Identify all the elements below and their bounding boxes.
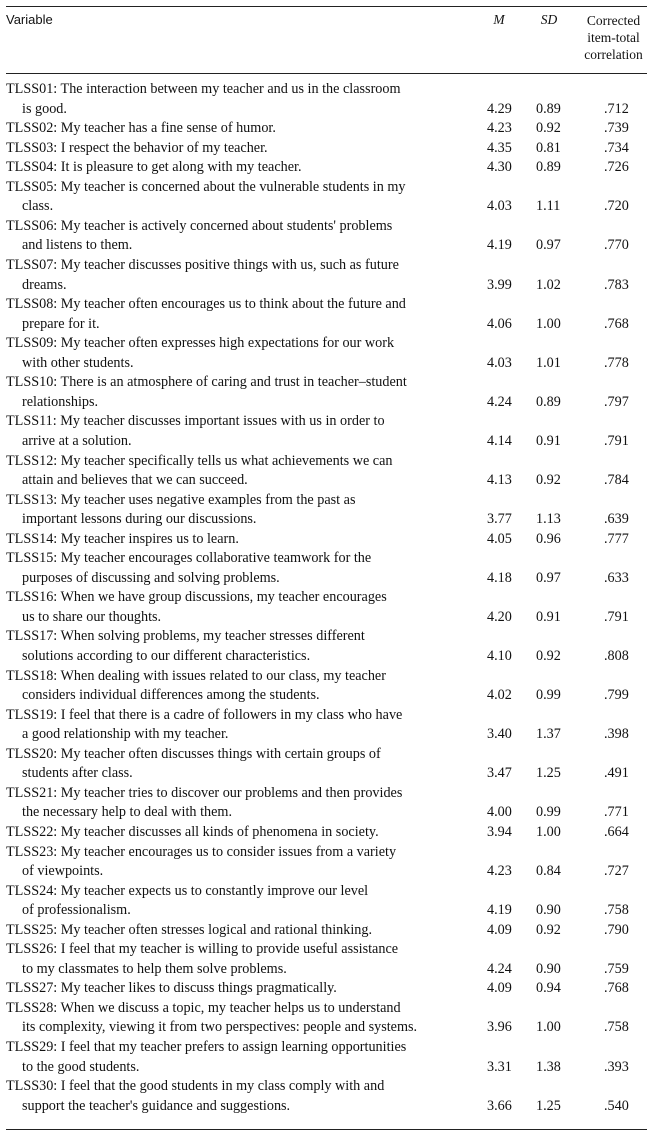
variable-text-line: with other students. — [22, 354, 134, 371]
variable-cell — [6, 158, 476, 178]
table-row — [0, 530, 647, 550]
variable-text-line: the necessary help to deal with them. — [22, 804, 232, 821]
sd-cell: 1.00 — [536, 315, 561, 332]
table-row — [0, 549, 647, 588]
mean-cell: 4.19 — [487, 237, 512, 254]
header-variable: Variable — [6, 12, 53, 27]
correlation-cell: .393 — [604, 1058, 629, 1075]
correlation-cell: .759 — [604, 960, 629, 977]
mean-cell: 4.00 — [487, 804, 512, 821]
variable-text-line: and listens to them. — [22, 237, 133, 254]
sd-cell: 0.94 — [536, 980, 561, 997]
correlation-cell: .777 — [604, 530, 629, 547]
variable-cell — [6, 178, 476, 217]
variable-text-line: arrive at a solution. — [22, 432, 132, 449]
variable-text-line: important lessons during our discussions. — [22, 511, 257, 528]
table-row — [0, 745, 647, 784]
mean-cell: 4.02 — [487, 687, 512, 704]
variable-text-line: us to share our thoughts. — [22, 608, 162, 625]
variable-text-line: attain and believes that we can succeed. — [22, 472, 248, 489]
table-row — [0, 882, 647, 921]
variable-text-line: TLSS01: The interaction between my teacher and us in the classroom — [6, 81, 401, 97]
variable-text-line: to my classmates to help them solve problems. — [22, 960, 287, 977]
header-correlation: Corrected item-total correlation — [584, 13, 643, 62]
mean-cell: 3.40 — [487, 726, 512, 743]
sd-cell: 1.38 — [536, 1058, 561, 1075]
variable-text-line: TLSS28: When we discuss a topic, my teacher helps us to understand — [6, 999, 401, 1016]
mean-cell: 3.94 — [487, 823, 512, 840]
variable-cell — [6, 549, 476, 588]
mean-cell: 4.20 — [487, 608, 512, 625]
variable-text-line: relationships. — [22, 393, 99, 410]
variable-text-line: support the teacher's guidance and suggestions. — [22, 1097, 291, 1114]
table-row — [0, 139, 647, 159]
correlation-cell: .808 — [604, 647, 629, 664]
correlation-cell: .770 — [604, 237, 629, 254]
variable-text-line: purposes of discussing and solving problems. — [22, 569, 280, 586]
table-row — [0, 256, 647, 295]
mean-cell: 4.35 — [487, 139, 512, 156]
variable-cell — [6, 119, 476, 139]
variable-text-line: considers individual differences among the students. — [22, 687, 320, 704]
table-row — [0, 412, 647, 451]
variable-cell — [6, 139, 476, 159]
mean-cell: 4.03 — [487, 354, 512, 371]
variable-cell — [6, 412, 476, 451]
mean-cell: 4.10 — [487, 647, 512, 664]
correlation-cell: .790 — [604, 921, 629, 938]
table-row — [0, 667, 647, 706]
variable-cell — [6, 491, 476, 530]
sd-cell: 0.92 — [536, 647, 561, 664]
correlation-cell: .633 — [604, 569, 629, 586]
variable-text-line: its complexity, viewing it from two perspectives: people and systems. — [22, 1019, 418, 1036]
correlation-cell: .639 — [604, 511, 629, 528]
correlation-cell: .771 — [604, 804, 629, 821]
table-row — [0, 823, 647, 843]
sd-cell: 0.84 — [536, 863, 561, 880]
variable-text-line: TLSS29: I feel that my teacher prefers to assign learning opportunities — [6, 1039, 407, 1055]
variable-text-line: TLSS10: There is an atmosphere of caring and trust in teacher–student — [6, 374, 407, 391]
sd-cell: 0.92 — [536, 472, 561, 489]
sd-cell: 0.90 — [536, 902, 561, 919]
variable-text-line: TLSS26: I feel that my teacher is willing to provide useful assistance — [6, 941, 399, 958]
mean-cell: 4.03 — [487, 198, 512, 215]
correlation-cell: .712 — [604, 100, 629, 117]
variable-text-line: of professionalism. — [22, 902, 131, 919]
mean-cell: 3.77 — [487, 511, 512, 528]
table-row — [0, 843, 647, 882]
variable-text-line: class. — [22, 198, 54, 215]
variable-cell — [6, 334, 476, 373]
table-row — [0, 491, 647, 530]
variable-text-line: TLSS25: My teacher often stresses logical and rational thinking. — [6, 921, 373, 938]
variable-cell — [6, 1077, 476, 1116]
variable-text-line: TLSS22: My teacher discusses all kinds of phenomena in society. — [6, 823, 379, 840]
correlation-cell: .727 — [604, 863, 629, 880]
sd-cell: 0.91 — [536, 608, 561, 625]
variable-text-line: TLSS19: I feel that there is a cadre of followers in my class who have — [6, 706, 403, 723]
header-mean: M — [493, 12, 505, 27]
sd-cell: 1.02 — [536, 276, 561, 293]
variable-text-line: TLSS12: My teacher specifically tells us what achievements we can — [6, 452, 393, 469]
correlation-cell: .784 — [604, 472, 629, 489]
variable-cell — [6, 373, 476, 412]
variable-cell — [6, 530, 476, 550]
sd-cell: 0.89 — [536, 100, 561, 117]
variable-text-line: TLSS13: My teacher uses negative examples from the past as — [6, 491, 356, 508]
variable-cell — [6, 784, 476, 823]
header-sd: SD — [540, 12, 558, 27]
variable-text-line: TLSS14: My teacher inspires us to learn. — [6, 530, 239, 547]
variable-cell — [6, 745, 476, 784]
correlation-cell: .768 — [604, 315, 629, 332]
variable-cell — [6, 921, 476, 941]
correlation-cell: .768 — [604, 980, 629, 997]
table-row — [0, 80, 647, 119]
mean-cell: 3.47 — [487, 765, 512, 782]
variable-text-line: TLSS05: My teacher is concerned about the vulnerable students in my — [6, 178, 406, 195]
variable-text-line: TLSS27: My teacher likes to discuss things pragmatically. — [6, 980, 337, 997]
correlation-cell: .720 — [604, 198, 629, 215]
mean-cell: 4.14 — [487, 432, 512, 449]
sd-cell: 0.90 — [536, 960, 561, 977]
sd-cell: 1.37 — [536, 726, 561, 743]
variable-text-line: TLSS11: My teacher discusses important issues with us in order to — [6, 413, 385, 430]
mean-cell: 4.19 — [487, 902, 512, 919]
correlation-cell: .491 — [604, 765, 629, 782]
variable-text-line: TLSS03: I respect the behavior of my teacher. — [6, 139, 268, 156]
variable-text-line: a good relationship with my teacher. — [22, 726, 229, 743]
table-row — [0, 178, 647, 217]
variable-text-line: is good. — [22, 100, 67, 117]
mean-cell: 4.06 — [487, 315, 512, 332]
table-row — [0, 295, 647, 334]
sd-cell: 0.92 — [536, 921, 561, 938]
correlation-cell: .739 — [604, 120, 629, 137]
table-row — [0, 999, 647, 1038]
sd-cell: 1.25 — [536, 765, 561, 782]
table-row — [0, 627, 647, 666]
variable-cell — [6, 1038, 476, 1077]
variable-text-line: TLSS06: My teacher is actively concerned about students' problems — [6, 217, 393, 234]
variable-cell — [6, 882, 476, 921]
table-row — [0, 119, 647, 139]
variable-cell — [6, 452, 476, 491]
correlation-cell: .791 — [604, 608, 629, 625]
table-row — [0, 158, 647, 178]
bottom-rule — [6, 1129, 647, 1130]
variable-text-line: solutions according to our different characteristics. — [22, 647, 311, 664]
sd-cell: 0.91 — [536, 432, 561, 449]
correlation-cell: .734 — [604, 139, 629, 156]
mean-cell: 4.23 — [487, 120, 512, 137]
mean-cell: 4.24 — [487, 960, 512, 977]
variable-cell — [6, 217, 476, 256]
variable-cell — [6, 256, 476, 295]
correlation-cell: .799 — [604, 687, 629, 704]
table-row — [0, 1038, 647, 1077]
variable-cell — [6, 627, 476, 666]
mean-cell: 3.96 — [487, 1019, 512, 1036]
correlation-cell: .540 — [604, 1097, 629, 1114]
variable-text-line: to the good students. — [22, 1058, 140, 1075]
mean-cell: 4.29 — [487, 100, 512, 117]
correlation-cell: .783 — [604, 276, 629, 293]
variable-cell — [6, 667, 476, 706]
sd-cell: 0.97 — [536, 569, 561, 586]
sd-cell: 1.13 — [536, 511, 561, 528]
table-row — [0, 706, 647, 745]
sd-cell: 1.00 — [536, 1019, 561, 1036]
variable-text-line: TLSS24: My teacher expects us to constantly improve our level — [6, 882, 369, 899]
variable-cell — [6, 940, 476, 979]
table-row — [0, 784, 647, 823]
table-row — [0, 1077, 647, 1116]
sd-cell: 0.99 — [536, 804, 561, 821]
variable-text-line: TLSS20: My teacher often discusses things with certain groups of — [6, 745, 381, 762]
correlation-cell: .791 — [604, 432, 629, 449]
variable-cell — [6, 588, 476, 627]
mean-cell: 4.13 — [487, 472, 512, 489]
table-row — [0, 334, 647, 373]
sd-cell: 0.96 — [536, 530, 561, 547]
mean-cell: 4.24 — [487, 393, 512, 410]
variable-text-line: TLSS09: My teacher often expresses high expectations for our work — [6, 335, 395, 352]
variable-cell — [6, 823, 476, 843]
mean-cell: 3.99 — [487, 276, 512, 293]
variable-text-line: TLSS21: My teacher tries to discover our problems and then provides — [6, 784, 403, 801]
variable-text-line: TLSS02: My teacher has a fine sense of humor. — [6, 120, 276, 137]
sd-cell: 0.89 — [536, 159, 561, 176]
mean-cell: 4.09 — [487, 980, 512, 997]
variable-text-line: prepare for it. — [22, 315, 100, 332]
mean-cell: 3.66 — [487, 1097, 512, 1114]
correlation-cell: .726 — [604, 159, 629, 176]
variable-text-line: TLSS08: My teacher often encourages us to think about the future and — [6, 296, 406, 313]
correlation-cell: .778 — [604, 354, 629, 371]
variable-text-line: TLSS18: When dealing with issues related to our class, my teacher — [6, 667, 386, 684]
sd-cell: 0.81 — [536, 139, 561, 156]
variable-text-line: TLSS04: It is pleasure to get along with my teacher. — [6, 159, 302, 176]
correlation-cell: .797 — [604, 393, 629, 410]
variable-cell — [6, 999, 476, 1038]
table-row — [0, 940, 647, 979]
sd-cell: 1.25 — [536, 1097, 561, 1114]
variable-text-line: TLSS30: I feel that the good students in my class comply with and — [6, 1078, 385, 1094]
mean-cell: 4.09 — [487, 921, 512, 938]
variable-text-line: of viewpoints. — [22, 863, 104, 880]
mean-cell: 3.31 — [487, 1058, 512, 1075]
table-row — [0, 373, 647, 412]
sd-cell: 1.11 — [536, 198, 561, 215]
mean-cell: 4.30 — [487, 159, 512, 176]
variable-cell — [6, 295, 476, 334]
variable-cell — [6, 706, 476, 745]
sd-cell: 0.99 — [536, 687, 561, 704]
sd-cell: 1.01 — [536, 354, 561, 371]
sd-cell: 0.92 — [536, 120, 561, 137]
variable-cell — [6, 80, 476, 119]
mean-cell: 4.18 — [487, 569, 512, 586]
table-row — [0, 452, 647, 491]
table-row — [0, 921, 647, 941]
mean-cell: 4.23 — [487, 863, 512, 880]
table-row — [0, 217, 647, 256]
variable-text-line: TLSS07: My teacher discusses positive things with us, such as future — [6, 257, 399, 273]
sd-cell: 0.97 — [536, 237, 561, 254]
correlation-cell: .398 — [604, 726, 629, 743]
variable-text-line: students after class. — [22, 765, 133, 782]
mean-cell: 4.05 — [487, 530, 512, 547]
variable-cell — [6, 843, 476, 882]
sd-cell: 0.89 — [536, 393, 561, 410]
variable-cell — [6, 979, 476, 999]
variable-text-line: dreams. — [22, 276, 67, 293]
correlation-cell: .758 — [604, 902, 629, 919]
variable-text-line: TLSS16: When we have group discussions, my teacher encourages — [6, 589, 387, 606]
correlation-cell: .664 — [604, 823, 629, 840]
correlation-cell: .758 — [604, 1019, 629, 1036]
variable-text-line: TLSS17: When solving problems, my teacher stresses different — [6, 628, 365, 645]
table-row — [0, 979, 647, 999]
table-row — [0, 588, 647, 627]
variable-text-line: TLSS15: My teacher encourages collaborative teamwork for the — [6, 550, 372, 567]
sd-cell: 1.00 — [536, 823, 561, 840]
variable-text-line: TLSS23: My teacher encourages us to consider issues from a variety — [6, 843, 397, 860]
